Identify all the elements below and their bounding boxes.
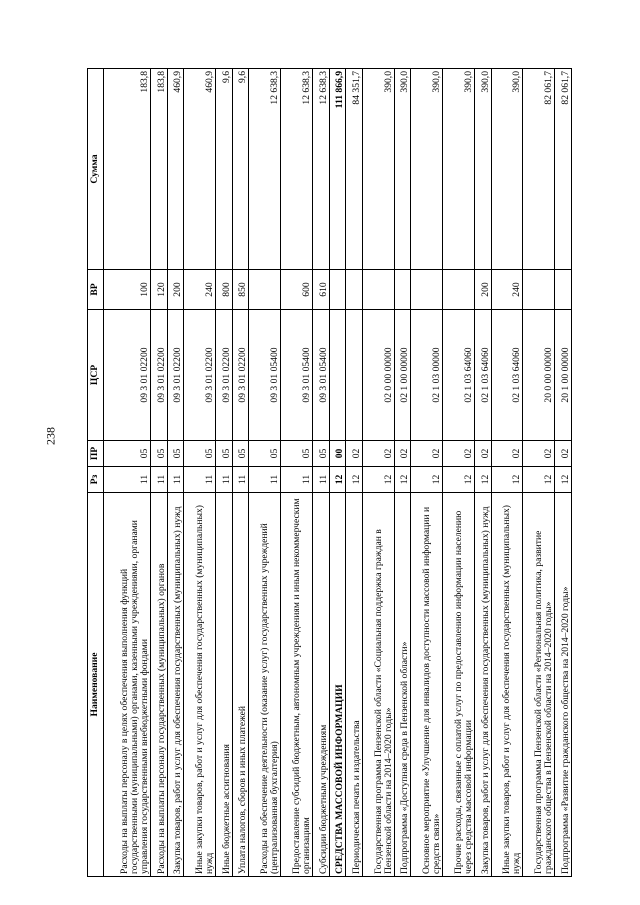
header-vr: ВР [88, 270, 104, 310]
cell-pr: 02 [362, 441, 394, 467]
cell-vr: 200 [167, 270, 184, 310]
cell-name: Предоставление субсидий бюджетным, автономным учреждениям и иным некоммерческим организациям [281, 493, 313, 877]
cell-vr: 200 [474, 270, 491, 310]
cell-vr: 600 [281, 270, 313, 310]
table-row [555, 69, 572, 877]
table-row [312, 69, 329, 877]
cell-sum: 111 866,9 [329, 69, 346, 270]
cell-rz: 11 [184, 467, 216, 493]
table-row [346, 69, 363, 877]
cell-sum: 390,0 [362, 69, 394, 270]
cell-pr: 05 [216, 441, 233, 467]
cell-rz: 11 [249, 467, 281, 493]
cell-csr: 20 0 00 00000 [523, 310, 555, 441]
cell-pr: 05 [232, 441, 249, 467]
cell-rz: 11 [150, 467, 167, 493]
cell-rz: 12 [491, 467, 523, 493]
cell-sum: 9,6 [216, 69, 233, 270]
cell-name: Подпрограмма «Развитие гражданского общества на 2014–2020 годы» [555, 493, 572, 877]
table-row [281, 69, 313, 877]
table-row [491, 69, 523, 877]
cell-pr: 02 [443, 441, 475, 467]
cell-sum: 390,0 [411, 69, 443, 270]
cell-sum: 9,6 [232, 69, 249, 270]
cell-rz: 12 [555, 467, 572, 493]
cell-pr: 05 [249, 441, 281, 467]
cell-vr [411, 270, 443, 310]
cell-rz: 12 [394, 467, 411, 493]
cell-csr [346, 310, 363, 441]
table-row [474, 69, 491, 877]
cell-csr: 09 3 01 02200 [232, 310, 249, 441]
cell-csr: 09 3 01 05400 [312, 310, 329, 441]
cell-vr [329, 270, 346, 310]
cell-rz: 11 [167, 467, 184, 493]
table-row [362, 69, 394, 877]
table-row [249, 69, 281, 877]
cell-rz: 12 [362, 467, 394, 493]
cell-name: Государственная программа Пензенской области «Социальная поддержка граждан в Пензенской области на 2014–2020 годы» [362, 493, 394, 877]
cell-csr: 09 3 01 05400 [249, 310, 281, 441]
budget-table [87, 68, 572, 877]
cell-pr: 02 [491, 441, 523, 467]
cell-rz: 12 [346, 467, 363, 493]
cell-sum: 12 638,3 [312, 69, 329, 270]
cell-csr: 09 3 01 02200 [216, 310, 233, 441]
cell-name: СРЕДСТВА МАССОВОЙ ИНФОРМАЦИИ [329, 493, 346, 877]
cell-pr: 02 [474, 441, 491, 467]
cell-pr: 05 [184, 441, 216, 467]
cell-pr: 05 [104, 441, 151, 467]
header-rz: Рз [88, 467, 104, 493]
cell-vr [443, 270, 475, 310]
cell-csr: 09 3 01 02200 [184, 310, 216, 441]
cell-rz: 11 [232, 467, 249, 493]
cell-csr: 02 1 03 64060 [491, 310, 523, 441]
page-number: 238 [43, 427, 58, 445]
cell-rz: 12 [411, 467, 443, 493]
cell-rz: 12 [523, 467, 555, 493]
cell-name: Уплата налогов, сборов и иных платежей [232, 493, 249, 877]
cell-sum: 84 351,7 [346, 69, 363, 270]
table-row [167, 69, 184, 877]
cell-csr: 02 1 03 00000 [411, 310, 443, 441]
cell-vr: 240 [184, 270, 216, 310]
cell-pr: 05 [150, 441, 167, 467]
header-sum: Сумма [88, 69, 104, 270]
cell-vr [523, 270, 555, 310]
cell-name: Основное мероприятие «Улучшение для инвалидов доступности массовой информации и средств связи» [411, 493, 443, 877]
cell-csr: 09 3 01 02200 [104, 310, 151, 441]
cell-sum: 390,0 [443, 69, 475, 270]
cell-sum: 12 638,3 [281, 69, 313, 270]
cell-name: Иные бюджетные ассигнования [216, 493, 233, 877]
cell-rz: 11 [104, 467, 151, 493]
cell-csr: 09 3 01 02200 [150, 310, 167, 441]
cell-pr: 05 [281, 441, 313, 467]
table-row [232, 69, 249, 877]
cell-sum: 390,0 [491, 69, 523, 270]
cell-sum: 82 061,7 [555, 69, 572, 270]
cell-vr: 100 [104, 270, 151, 310]
rotated-page-content [87, 69, 572, 877]
table-row [329, 69, 346, 877]
cell-name: Закупка товаров, работ и услуг для обеспечения государственных (муниципальных) нужд [474, 493, 491, 877]
cell-pr: 02 [411, 441, 443, 467]
cell-name: Расходы на обеспечение деятельности (оказание услуг) государственных учреждений (централизованная бухгалтерия) [249, 493, 281, 877]
cell-pr: 00 [329, 441, 346, 467]
cell-sum: 183,8 [150, 69, 167, 270]
cell-name: Иные закупки товаров, работ и услуг для обеспечения государственных (муниципальных) нужд [184, 493, 216, 877]
cell-name: Закупка товаров, работ и услуг для обеспечения государственных (муниципальных) нужд [167, 493, 184, 877]
cell-pr: 02 [346, 441, 363, 467]
cell-vr: 120 [150, 270, 167, 310]
cell-pr: 05 [167, 441, 184, 467]
cell-name: Государственная программа Пензенской области «Региональная политика, развитие гражданского общества в Пензенской области на 2014–2020 годы» [523, 493, 555, 877]
cell-vr [394, 270, 411, 310]
cell-sum: 12 638,3 [249, 69, 281, 270]
cell-name: Расходы на выплаты персоналу государственных (муниципальных) органов [150, 493, 167, 877]
cell-vr: 850 [232, 270, 249, 310]
cell-rz: 12 [474, 467, 491, 493]
cell-sum: 460,9 [167, 69, 184, 270]
cell-csr: 02 1 03 64060 [474, 310, 491, 441]
cell-rz: 11 [281, 467, 313, 493]
cell-name: Подпрограмма «Доступная среда в Пензенской области» [394, 493, 411, 877]
cell-csr: 02 1 03 64060 [443, 310, 475, 441]
cell-sum: 183,8 [104, 69, 151, 270]
table-row [184, 69, 216, 877]
cell-csr: 02 0 00 00000 [362, 310, 394, 441]
table-row [523, 69, 555, 877]
header-name: Наименование [88, 493, 104, 877]
cell-name: Периодическая печать и издательства [346, 493, 363, 877]
table-row [104, 69, 151, 877]
table-header-row [88, 69, 104, 877]
cell-rz: 11 [216, 467, 233, 493]
cell-vr [362, 270, 394, 310]
cell-pr: 05 [312, 441, 329, 467]
table-row [216, 69, 233, 877]
cell-rz: 11 [312, 467, 329, 493]
table-row [411, 69, 443, 877]
cell-name: Субсидии бюджетным учреждениям [312, 493, 329, 877]
cell-pr: 02 [394, 441, 411, 467]
cell-vr [555, 270, 572, 310]
header-pr: ПР [88, 441, 104, 467]
cell-vr [346, 270, 363, 310]
table-row [150, 69, 167, 877]
cell-name: Расходы на выплаты персоналу в целях обеспечения выполнения функций государственными (муниципальными) органами, казенными учреждениями, органами управления государственными внебюджетными фондами [104, 493, 151, 877]
cell-csr: 09 3 01 05400 [281, 310, 313, 441]
cell-rz: 12 [443, 467, 475, 493]
cell-rz: 12 [329, 467, 346, 493]
cell-name: Прочие расходы, связанные с оплатой услуг по предоставлению информации населению через средства массовой информации [443, 493, 475, 877]
cell-sum: 390,0 [394, 69, 411, 270]
cell-sum: 390,0 [474, 69, 491, 270]
cell-vr: 610 [312, 270, 329, 310]
cell-sum: 82 061,7 [523, 69, 555, 270]
table-row [394, 69, 411, 877]
cell-csr: 09 3 01 02200 [167, 310, 184, 441]
cell-sum: 460,9 [184, 69, 216, 270]
cell-vr: 240 [491, 270, 523, 310]
table-row [443, 69, 475, 877]
cell-csr: 20 1 00 00000 [555, 310, 572, 441]
cell-vr: 800 [216, 270, 233, 310]
cell-pr: 02 [555, 441, 572, 467]
cell-pr: 02 [523, 441, 555, 467]
cell-name: Иные закупки товаров, работ и услуг для обеспечения государственных (муниципальных) нужд [491, 493, 523, 877]
cell-csr [329, 310, 346, 441]
cell-vr [249, 270, 281, 310]
header-csr: ЦСР [88, 310, 104, 441]
cell-csr: 02 1 00 00000 [394, 310, 411, 441]
